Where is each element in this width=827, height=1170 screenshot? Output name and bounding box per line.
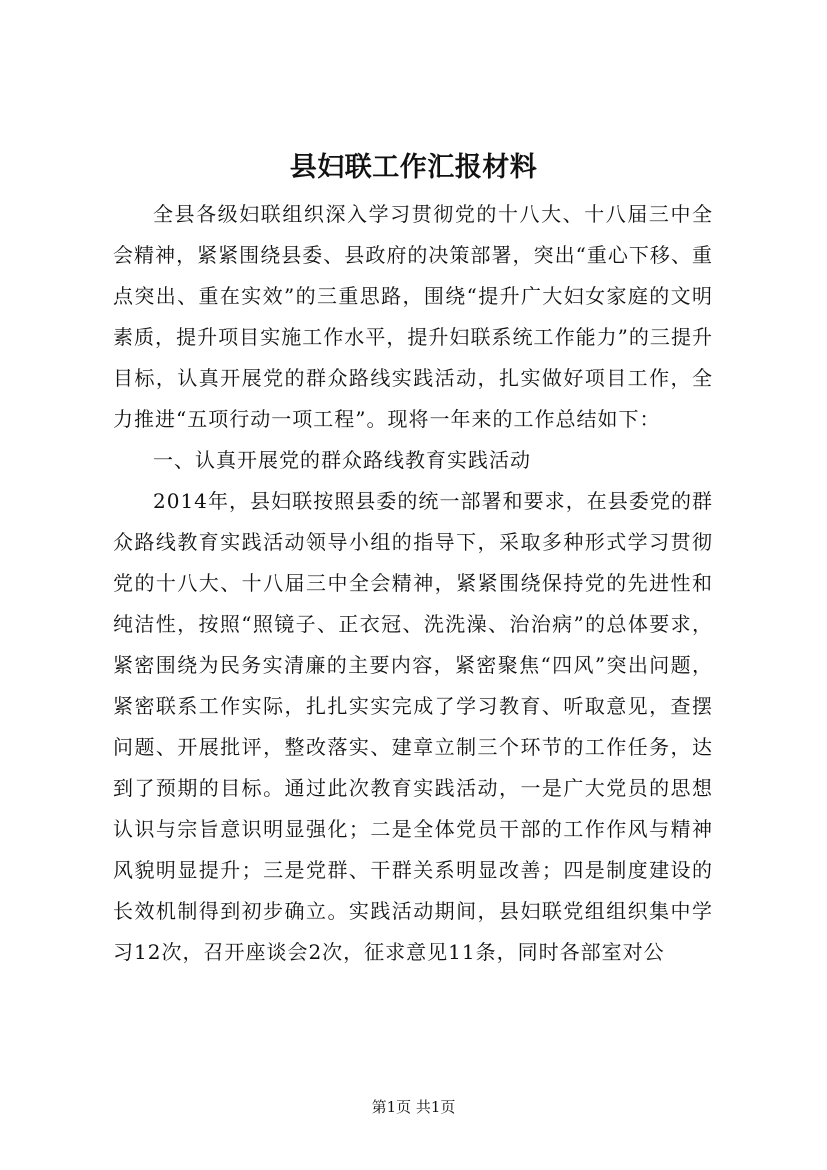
paragraph-section-one: 2014年，县妇联按照县委的统一部署和要求，在县委党的群众路线教育实践活动领导小组的指导下，采取多种形式学习贯彻党的十八大、十八届三中全会精神，紧紧围绕保持党的先进性和纯洁性，按照“照镜子、正衣冠、洗洗澡、治治病”的总体要求，紧密围绕为民务实清廉的主要内容，紧密聚焦“四风”突出问题，紧密联系工作实际，扎扎实实完成了学习教育、听取意见，查摆问题、开展批评，整改落实、建章立制三个环节的工作任务，达到了预期的目标。通过此次教育实践活动，一是广大党员的思想认识与宗旨意识明显强化；二是全体党员干部的工作作风与精神风貌明显提升；三是党群、干群关系明显改善；四是制度建设的长效机制得到初步确立。实践活动期间，县妇联党组组织集中学习12次，召开座谈会2次，征求意见11条，同时各部室对公 (113, 489, 713, 964)
page-footer: 第1页 共1页 (371, 1098, 456, 1116)
document-title: 县妇联工作汇报材料 (289, 152, 538, 183)
paragraph-intro: 全县各级妇联组织深入学习贯彻党的十八大、十八届三中全会精神，紧紧围绕县委、县政府的决策部署，突出“重心下移、重点突出、重在实效”的三重思路，围绕“提升广大妇女家庭的文明素质，提升项目实施工作水平，提升妇联系统工作能力”的三提升目标，认真开展党的群众路线实践活动，扎实做好项目工作，全力推进“五项行动一项工程”。现将一年来的工作总结如下： (113, 202, 713, 431)
document-body (113, 194, 713, 973)
section-heading: 一、认真开展党的群众路线教育实践活动 (153, 448, 531, 472)
